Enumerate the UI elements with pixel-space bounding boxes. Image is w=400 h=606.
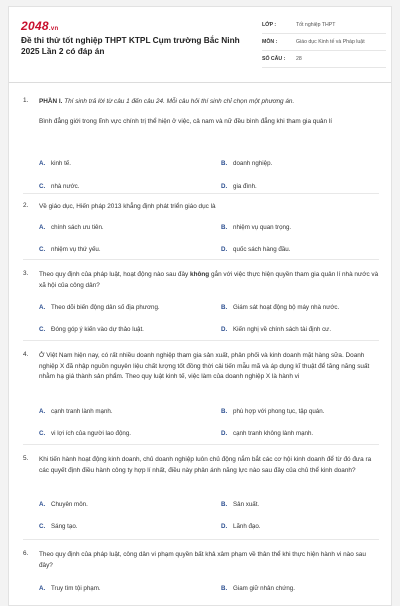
question-separator [23, 259, 379, 260]
option-c[interactable]: C. nhiệm vụ thứ yếu. [39, 246, 101, 253]
meta-row-subject [262, 34, 386, 51]
question-separator [23, 193, 379, 194]
meta-value: 28 [296, 56, 302, 62]
question-separator [23, 444, 379, 445]
question-text: Theo quy định của pháp luật, hoạt động nào sau đây không gắn với việc thực hiện quyền tham gia quản lí nhà nước và xã hội của công dân? [39, 271, 379, 289]
option-a[interactable]: A. cạnh tranh lành mạnh. [39, 408, 113, 415]
document-page [8, 6, 392, 606]
question-separator [23, 340, 379, 341]
question-text: Ở Việt Nam hiện nay, có rất nhiều doanh nghiệp tham gia sản xuất, phân phối và kinh doanh mặt hàng sữa. Doanh nghiệp X đã nhập nguồn nguyên liệu chất lượng tốt đồng thời cải tiến mẫu mã và áp dụng kĩ thuật để tăng năng suất nhằm hạ giá thành sản phẩm. Theo quy luật kinh tế, việc làm của doanh nghiệp X là hành vi [39, 352, 370, 380]
option-c[interactable]: C. Đóng góp ý kiến vào dự thảo luật. [39, 326, 144, 333]
question-number: 3. [23, 270, 29, 277]
option-b[interactable]: B. Sản xuất. [221, 501, 260, 508]
option-c[interactable]: C. Sáng tạo. [39, 523, 78, 530]
meta-label: MÔN : [262, 39, 278, 45]
meta-value: Tốt nghiệp THPT [296, 22, 336, 28]
question-text: Bình đẳng giới trong lĩnh vực chính trị thể hiện ở việc, cả nam và nữ đều bình đẳng khi tham gia quản lí [39, 118, 332, 125]
option-d[interactable]: D. quốc sách hàng đầu. [221, 246, 291, 253]
option-d[interactable]: D. Lãnh đạo. [221, 523, 261, 530]
option-a[interactable]: A. Truy tìm tội phạm. [39, 585, 101, 592]
option-b[interactable]: B. nhiệm vụ quan trọng. [221, 224, 292, 231]
question-text: Theo quy định của pháp luật, công dân vi phạm quyền bất khả xâm phạm về thân thể khi thực hiện hành vi nào sau đây? [39, 551, 366, 569]
option-b[interactable]: B. phù hợp với phong tục, tập quán. [221, 408, 325, 415]
question-number: 5. [23, 455, 29, 462]
question-separator [23, 539, 379, 540]
site-logo[interactable]: 2048.vn [21, 19, 59, 33]
option-c[interactable]: C. nhà nước. [39, 183, 80, 190]
option-a[interactable]: A. kinh tế. [39, 160, 71, 167]
option-b[interactable]: B. Giam giữ nhân chứng. [221, 585, 295, 592]
question-number: 4. [23, 351, 29, 358]
option-d[interactable]: D. Kiến nghị về chính sách tài định cư. [221, 326, 332, 333]
meta-row-count [262, 51, 386, 68]
question-text: Về giáo dục, Hiến pháp 2013 khẳng định phát triển giáo dục là [39, 203, 216, 210]
option-c[interactable]: C. vi lợi ích của người lao động. [39, 430, 132, 437]
meta-value: Giáo dục Kinh tế và Pháp luật [296, 39, 365, 45]
meta-label: LỚP : [262, 22, 277, 28]
document-title: Đề thi thử tốt nghiệp THPT KTPL Cụm trường Bắc Ninh 2025 Lần 2 có đáp án [21, 35, 240, 56]
question-text: Khi tiến hành hoạt động kinh doanh, chủ doanh nghiệp luôn chủ động nắm bắt các cơ hội kinh doanh để từ đó đưa ra các quyết định điều hành công ty hợp lí nhất, điều này phản ánh năng lực nào sau đây của chủ thể kinh doanh? [39, 456, 372, 474]
meta-label: SỐ CÂU : [262, 56, 286, 62]
question-number: 6. [23, 550, 29, 557]
part-heading: PHẦN I. Thí sinh trả lời từ câu 1 đến câu 24. Mỗi câu hỏi thí sinh chỉ chọn một phương án. [39, 98, 295, 105]
meta-row-class [262, 17, 386, 34]
option-b[interactable]: B. Giám sát hoạt động bộ máy nhà nước. [221, 304, 340, 311]
document-header [9, 7, 391, 75]
exam-meta-table [262, 17, 386, 68]
option-a[interactable]: A. Theo dõi biến động dân số địa phương. [39, 304, 160, 311]
option-b[interactable]: B. doanh nghiệp. [221, 160, 273, 167]
question-number: 2. [23, 202, 29, 209]
option-d[interactable]: D. gia đình. [221, 183, 257, 190]
option-a[interactable]: A. chính sách ưu tiên. [39, 224, 104, 231]
option-a[interactable]: A. Chuyên môn. [39, 501, 88, 508]
option-d[interactable]: D. cạnh tranh không lành mạnh. [221, 430, 314, 437]
header-divider [9, 82, 392, 83]
question-number: 1. [23, 97, 29, 104]
